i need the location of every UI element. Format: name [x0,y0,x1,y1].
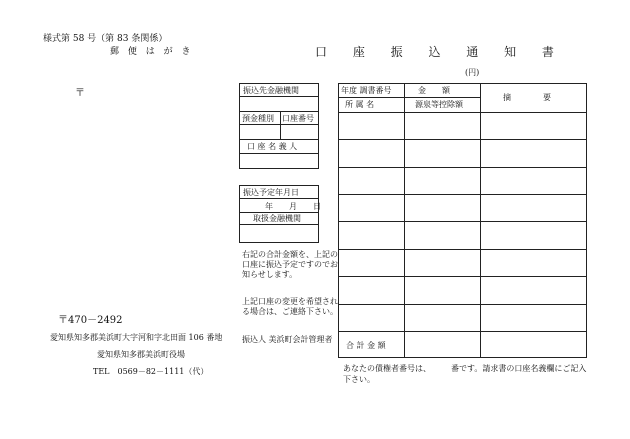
postcard-label: 郵 便 は が き [110,47,194,57]
total-amount-label: 合 計 金 額 [346,341,386,350]
postal-mark: 〒 [75,88,85,99]
sender-office: 愛知県知多郡美浜町役場 [97,350,185,359]
sender-postal-code: 〒470－2492 [58,315,123,326]
sender-address: 愛知県知多郡美浜町大字河和字北田面 106 番地 [50,333,223,342]
bank-header: 振込先金融機関 [243,86,299,95]
sender-tel: TEL 0569－82－1111（代） [93,367,209,376]
notice-change: 上記口座の変更を希望される場合は、ご連絡下さい。 [242,297,338,316]
col-year-number: 年度 調書番号 [341,86,392,95]
schedule-date-header: 振込予定年月日 [243,188,299,197]
page-title: 口 座 振 込 通 知 書 [315,45,565,59]
account-name-label: 口 座 名 義 人 [247,142,298,151]
unit-label: (円) [465,68,480,77]
creditor-number-note: あなたの債権者番号は、 番です。請求書の口座名義欄にご記入下さい。 [343,364,587,384]
col-remarks: 摘 要 [503,93,551,102]
account-number-label: 口座番号 [282,114,314,123]
date-units: 年 月 日 [265,202,321,211]
payer-label: 振込人 美浜町会計管理者 [242,335,333,344]
col-amount: 金 額 [418,86,450,95]
notice-scheduled: 右記の合計金額を、上記の口座に振込予定ですのでお知らせします。 [242,250,338,279]
handling-bank-label: 取扱金融機関 [253,214,301,223]
col-dept-name: 所 属 名 [345,100,375,109]
deposit-type-label: 預金種別 [242,114,274,123]
form-number: 様式第 58 号（第 83 条関係） [43,34,168,44]
col-withholding: 源泉等控除額 [415,100,463,109]
